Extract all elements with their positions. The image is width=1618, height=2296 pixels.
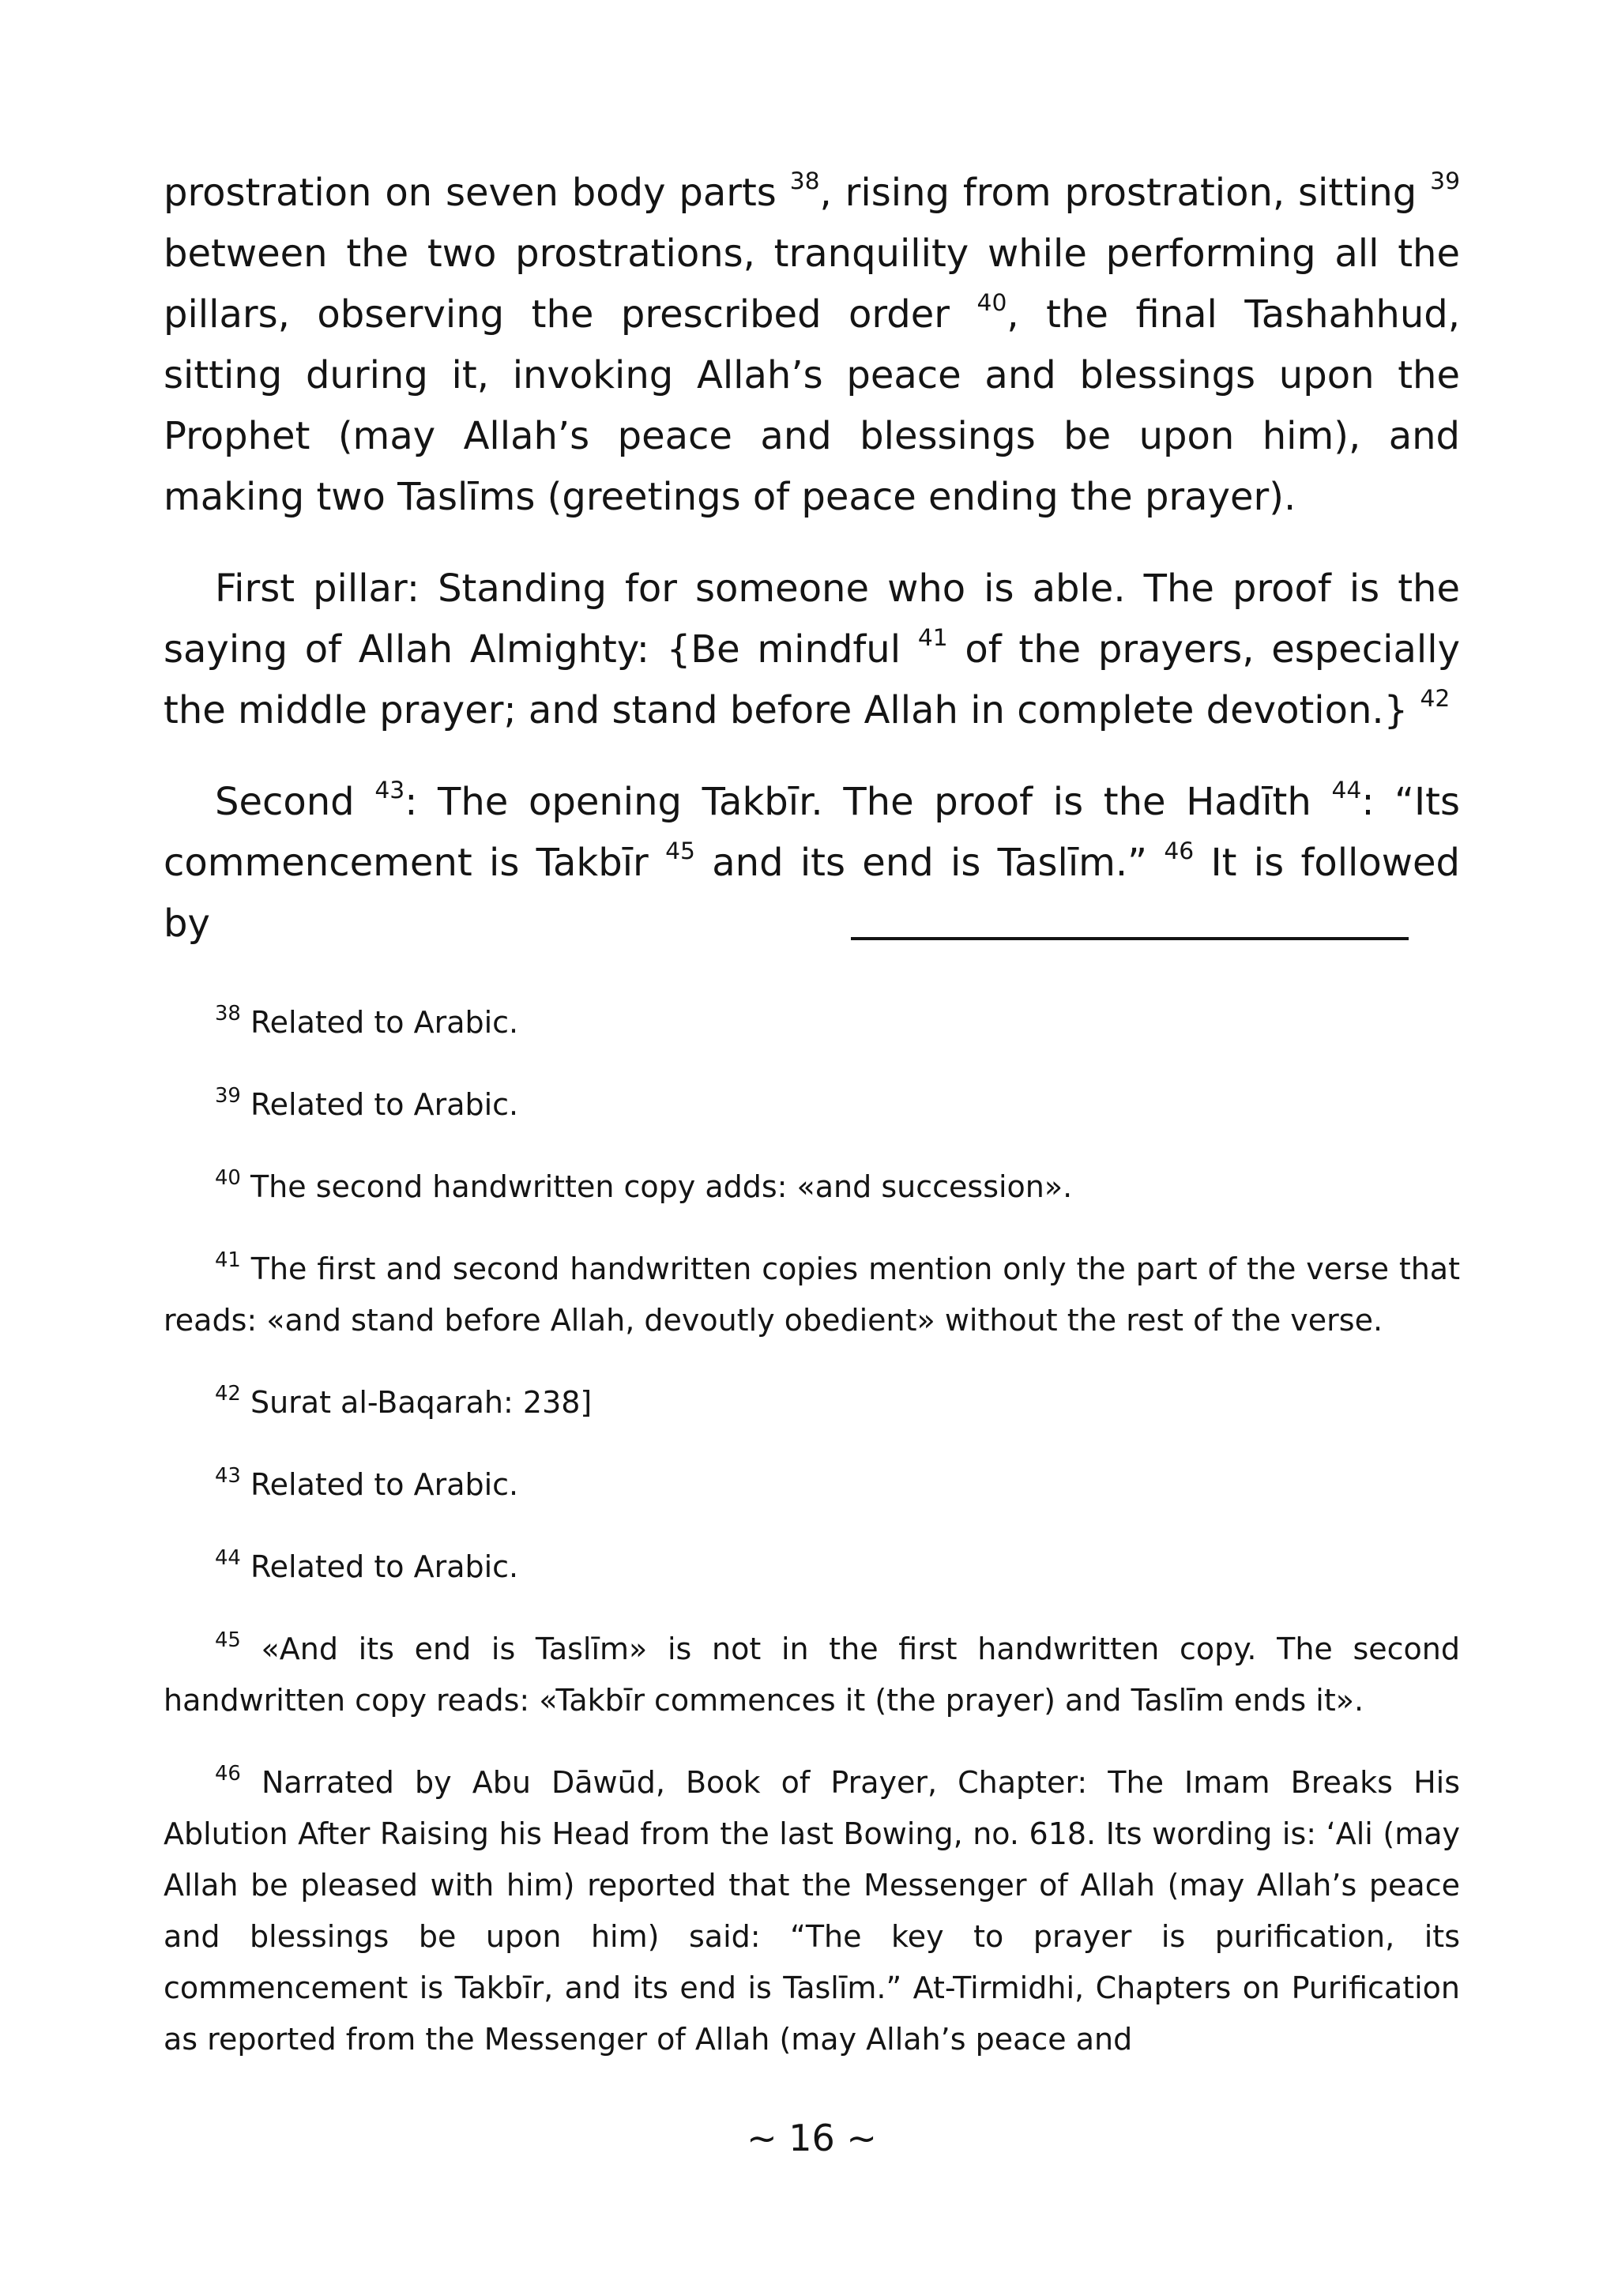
text-run: , the final Tashahhud, sitting during it, invoking Allah’s peace and blessings upon the Prophet (may Allah’s peace and blessings be upon him), and making two Taslīms (greetings of peace ending the prayer). [164,292,1460,519]
paragraph-3 [164,772,1460,954]
footnote-separator [851,937,1409,940]
text-run: and its end is Taslīm.” [694,841,1165,885]
footnote-text: «And its end is Taslīm» is not in the first handwritten copy. The second handwritten copy reads: «Takbīr commences it (the prayer) and Taslīm ends it». [164,1632,1460,1718]
footnote-text: Related to Arabic. [240,1087,519,1122]
text-run: between the two prostrations, tranquility while performing all the pillars, observing the prescribed order [164,231,1460,337]
footnote-46 [164,1757,1460,2065]
footnote-ref-41[interactable]: 41 [917,623,948,652]
footnote-number: 44 [215,1545,241,1570]
text-run: It is followed by [164,841,1460,946]
footnote-text: Related to Arabic. [240,1467,519,1502]
page-number: ~ 16 ~ [747,2117,877,2159]
footnote-39 [164,1079,1460,1131]
footnote-ref-45[interactable]: 45 [665,837,695,865]
text-run: First pillar: Standing for someone who is able. The proof is the saying of Allah Almighty: {Be mindful [164,566,1460,672]
footnote-text: Surat al-Baqarah: 238] [240,1385,593,1420]
paragraph-1 [164,163,1460,528]
main-text [164,0,1460,954]
footnote-41 [164,1244,1460,1346]
footnotes [164,997,1460,2096]
footnote-number: 40 [215,1165,241,1190]
footnote-number: 39 [215,1083,241,1108]
footnote-number: 46 [215,1761,241,1786]
footnote-number: 38 [215,1001,241,1026]
footnote-number: 45 [215,1628,241,1652]
footnote-ref-44[interactable]: 44 [1331,776,1362,804]
text-run: : The opening Takbīr. The proof is the Hadīth [404,780,1332,824]
footnote-text: The first and second handwritten copies mention only the part of the verse that reads: «and stand before Allah, devoutly obedient» without the rest of the verse. [164,1252,1460,1338]
text-run: of the prayers, especially the middle prayer; and stand before Allah in complete devotion.} [164,627,1460,732]
footnote-ref-46[interactable]: 46 [1164,837,1195,865]
footnote-ref-38[interactable]: 38 [789,167,820,195]
footnote-42 [164,1377,1460,1428]
text-run: , rising from prostration, sitting [819,171,1431,215]
footnote-45 [164,1624,1460,1726]
footnote-ref-42[interactable]: 42 [1420,684,1451,713]
document-page [164,0,1460,2296]
footnote-text: Related to Arabic. [240,1005,519,1040]
footnote-40 [164,1161,1460,1213]
footnote-number: 41 [215,1248,241,1272]
footnote-text: Narrated by Abu Dāwūd, Book of Prayer, Chapter: The Imam Breaks His Ablution After Raising his Head from the last Bowing, no. 618. Its wording is: ‘Ali (may Allah be pleased with him) reported that the Messenger of Allah (may Allah’s peace and blessings be upon him) said: “The key to prayer is purification, its commencement is Takbīr, and its end is Taslīm.” At-Tirmidhi, Chapters on Purification as reported from the Messenger of Allah (may Allah’s peace and [164,1765,1460,2057]
text-run: Second [215,780,375,824]
footnote-ref-39[interactable]: 39 [1430,167,1460,195]
footnote-number: 42 [215,1381,241,1406]
footnote-43 [164,1459,1460,1511]
paragraph-2 [164,559,1460,741]
footnote-text: Related to Arabic. [240,1549,519,1584]
footnote-text: The second handwritten copy adds: «and succession». [240,1169,1073,1204]
footnote-38 [164,997,1460,1048]
footnote-44 [164,1541,1460,1593]
footnote-ref-40[interactable]: 40 [976,288,1007,317]
footnote-ref-43[interactable]: 43 [374,776,405,804]
text-run: : “Its commencement is Takbīr [164,780,1461,885]
footnote-number: 43 [215,1463,241,1488]
text-run: prostration on seven body parts [164,171,790,215]
